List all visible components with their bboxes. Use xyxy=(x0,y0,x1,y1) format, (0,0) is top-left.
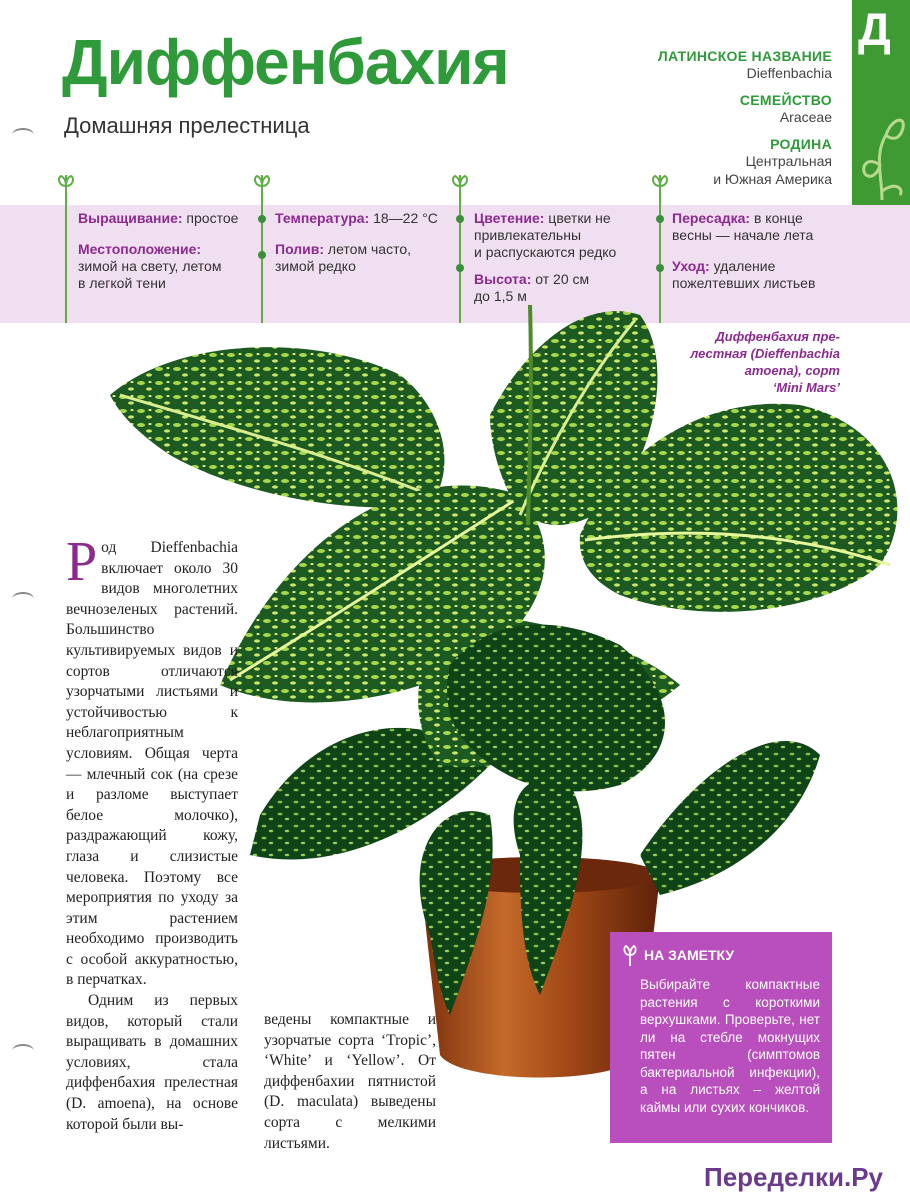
blooming-value-3: и распускаются редко xyxy=(474,244,617,260)
binder-ring-2 xyxy=(12,592,34,606)
note-box xyxy=(610,932,832,1143)
facts-column-1 xyxy=(78,210,256,306)
bullet-dot xyxy=(258,215,266,223)
care-label: Уход: xyxy=(672,258,710,274)
sprout-icon xyxy=(447,172,473,198)
origin-value-2: и Южная Америка xyxy=(713,171,832,187)
growing-label: Выращивание: xyxy=(78,210,183,226)
location-value-2: в легкой тени xyxy=(78,275,166,291)
family-value: Araceae xyxy=(779,109,832,125)
index-letter: Д xyxy=(858,3,891,55)
location-label: Местоположение: xyxy=(78,241,202,257)
note-text: Выбирайте компактные растения с короткими верхушками. Проверьте, нет ли на стебле мокнущих пятен (симптомов бактериальной инфекции), а на листьях – желтой каймы или сухих кончиков. xyxy=(640,977,820,1115)
article-paragraph-2: Одним из первых видов, который стали выращивать в домашних условиях, стала диффенбахия прелестная (D. amoena), на основе которой были вы- xyxy=(66,992,238,1133)
note-heading: НА ЗАМЕТКУ xyxy=(644,947,735,963)
blooming-value-1: цветки не xyxy=(544,210,611,226)
page-subtitle: Домашняя прелестница xyxy=(64,113,310,138)
facts-column-4 xyxy=(672,210,847,306)
latin-name-label: ЛАТИНСКОЕ НАЗВАНИЕ xyxy=(657,48,832,64)
growing-value: простое xyxy=(182,210,239,226)
care-value-1: удаление xyxy=(709,258,776,274)
bullet-dot xyxy=(656,264,664,272)
height-value-2: до 1,5 м xyxy=(474,288,527,304)
caption-line-3: amoena), сорт xyxy=(744,363,840,378)
origin-label: РОДИНА xyxy=(770,136,832,152)
blooming-label: Цветение: xyxy=(474,210,545,226)
family-label: СЕМЕЙСТВО xyxy=(739,92,832,108)
bullet-dot xyxy=(258,251,266,259)
watering-label: Полив: xyxy=(275,241,325,257)
binder-ring-3 xyxy=(12,1044,34,1058)
article-column-1 xyxy=(66,531,238,1135)
blooming-value-2: привлекательны xyxy=(474,227,582,243)
sprout-icon xyxy=(53,172,79,198)
care-value-2: пожелтевших листьев xyxy=(672,275,816,291)
page-title: Диффенбахия xyxy=(62,26,509,98)
site-watermark: Переделки.Ру xyxy=(704,1162,883,1192)
temperature-value: 18—22 °С xyxy=(369,210,438,226)
caption-line-4: ‘Mini Mars’ xyxy=(772,380,840,395)
transplant-value-2: весны — начале лета xyxy=(672,227,814,243)
bullet-dot xyxy=(456,215,464,223)
sprout-icon xyxy=(852,95,910,205)
alphabet-index-tab xyxy=(852,0,910,205)
transplant-label: Пересадка: xyxy=(672,210,751,226)
height-value-1: от 20 см xyxy=(531,271,590,287)
location-value-1: зимой на свету, летом xyxy=(78,258,222,274)
drop-cap: Р xyxy=(66,531,98,593)
watering-value-2: зимой редко xyxy=(275,258,356,274)
bullet-dot xyxy=(656,215,664,223)
facts-column-2 xyxy=(275,210,455,289)
height-label: Высота: xyxy=(474,271,532,287)
temperature-label: Температура: xyxy=(275,210,370,226)
caption-line-2: лестная (Dieffenbachia xyxy=(690,346,840,361)
transplant-value-1: в конце xyxy=(750,210,803,226)
sprout-icon xyxy=(249,172,275,198)
article-paragraph-1: од Dieffenbachia включает около 30 видов многолетних вечнозеленых растений. Большинство культивируемых видов и сортов отличаются узорчатыми листьями и устойчивостью к неблагоприятным условиям. Общая черта — млечный сок (на срезе и разломе выступает белое молочко), раздражающий кожу, глаза и слизистые человека. Поэтому все мероприятия по уходу за этим растением необходимо производить с особой аккуратностью, в перчатках. xyxy=(66,539,238,989)
sprout-icon xyxy=(647,172,673,198)
photo-caption xyxy=(670,328,840,396)
watering-value-1: летом часто, xyxy=(324,241,411,257)
article-column-2 xyxy=(264,1010,436,1154)
article-paragraph-3: ведены компактные и узорчатые сорта ‘Tropic’, ‘White’ и ‘Yellow’. От диффенбахии пятнистой (D. maculata) выведены сорта с мелкими листьями. xyxy=(264,1011,436,1152)
binder-ring-1 xyxy=(12,128,34,142)
bullet-dot xyxy=(456,264,464,272)
note-header xyxy=(610,944,832,966)
caption-line-1: Диффенбахия пре- xyxy=(715,329,840,344)
plant-info-block xyxy=(610,48,832,188)
latin-name-value: Dieffenbachia xyxy=(746,65,832,81)
origin-value-1: Центральная xyxy=(745,153,832,169)
